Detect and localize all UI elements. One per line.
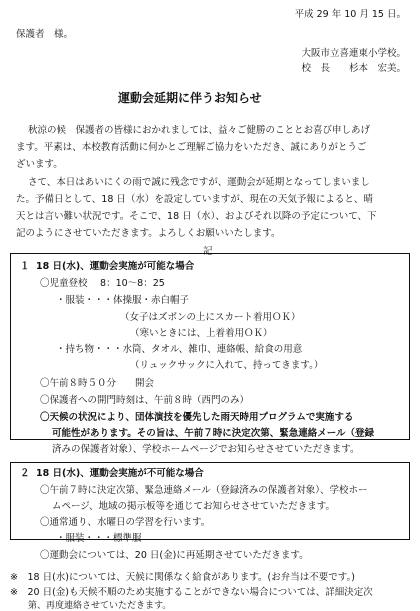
intro-line-7: 記のようにさせていただきます。よろしくお願いいたします。 [16,228,281,239]
case2-heading: ２ 18 日(水)、運動会実施が不可能な場合 [20,465,204,479]
intro-line-3: ざいます。 [16,159,63,170]
note-2-line-1: ※ 20 日(金)も天候不順のため実施することができない場合については、詳細決定次 [10,587,373,598]
case1-line-11: 済みの保護者対象）、学校ホームページでお知らせさせていただきます。 [52,444,360,455]
intro-line-4: さて、本日はあいにくの雨で誠に残念ですが、運動会が延期となってしまいまし [28,177,370,188]
case2-line-2: ムページ、地域の掲示板等を通じてお知らせさせていただきます。 [52,501,336,512]
case1-line-8: 〇保護者への開門時刻は、午前８時（西門のみ） [40,395,250,406]
case1-line-4: （寒いときには、上着着用ＯＫ） [130,328,273,339]
addressee: 保護者 様。 [16,29,74,40]
case1-line-2: ・服装・・・体操服・赤白帽子 [56,295,190,306]
intro-line-2: ます。平素は、本校教育活動に何かとご理解ご協力をいただき、誠にありがとうご [16,142,367,153]
principal-name: 校 長 杉本 宏美。 [301,63,406,74]
case1-line-5: ・持ち物・・・水筒、タオル、雑巾、連絡帳、給食の用意 [56,344,303,355]
note-2-line-2: 第、再度連絡させていただきます。 [28,601,172,611]
case1-line-3: （女子はズボンの上にスカート着用ＯＫ） [120,312,301,323]
case1-line-6: （リュックサックに入れて、持ってきます。） [130,360,324,371]
case1-line-1: 〇児童登校 8：10～8：25 [40,278,165,289]
intro-line-1: 秋涼の候 保護者の皆様におかれましては、益々ご健勝のこととお喜び申しあげ [28,125,371,136]
case1-number: １ [20,261,30,272]
case1-line-9: 〇天候の状況により、団体演技を優先した雨天時用プログラムで実施する [40,412,354,423]
case2-number: ２ [20,468,30,479]
case2-line-3: 〇通常通り、水曜日の学習を行います。 [40,517,211,528]
intro-line-5: た。予備日として、18 日（水）を設定していますが、現在の天気予報によると、晴 [16,194,373,205]
intro-line-6: 天とは言い難い状況です。そこで、18 日（水）、およびそれ以降の予定について、下 [16,211,377,222]
ki-marker: 記 [203,246,213,257]
note-1: ※ 18 日(水)については、天候に関係なく給食があります。(お弁当は不要です。) [10,572,355,583]
case2-line-1: 〇午前７時に決定次第、緊急連絡メール（登録済みの保護者対象）、学校ホー [40,485,368,496]
document-title: 運動会延期に伴うお知らせ [118,91,262,105]
document-date: 平成 29 年 10 月 15 日。 [294,9,406,20]
case1-line-7: 〇午前８時５０分 開会 [40,378,155,389]
case1-heading: １ 18 日(水)、運動会実施が可能な場合 [20,258,194,272]
case2-line-4: ・服装・・・標準服 [56,533,142,544]
case2-line-5: 〇運動会については、20 日(金)に再延期させていただきます。 [40,550,309,561]
school-name: 大阪市立喜連東小学校。 [301,48,406,59]
case1-line-10: 可能性があります。その旨は、午前７時に決定次第、緊急連絡メール（登録 [52,428,375,439]
